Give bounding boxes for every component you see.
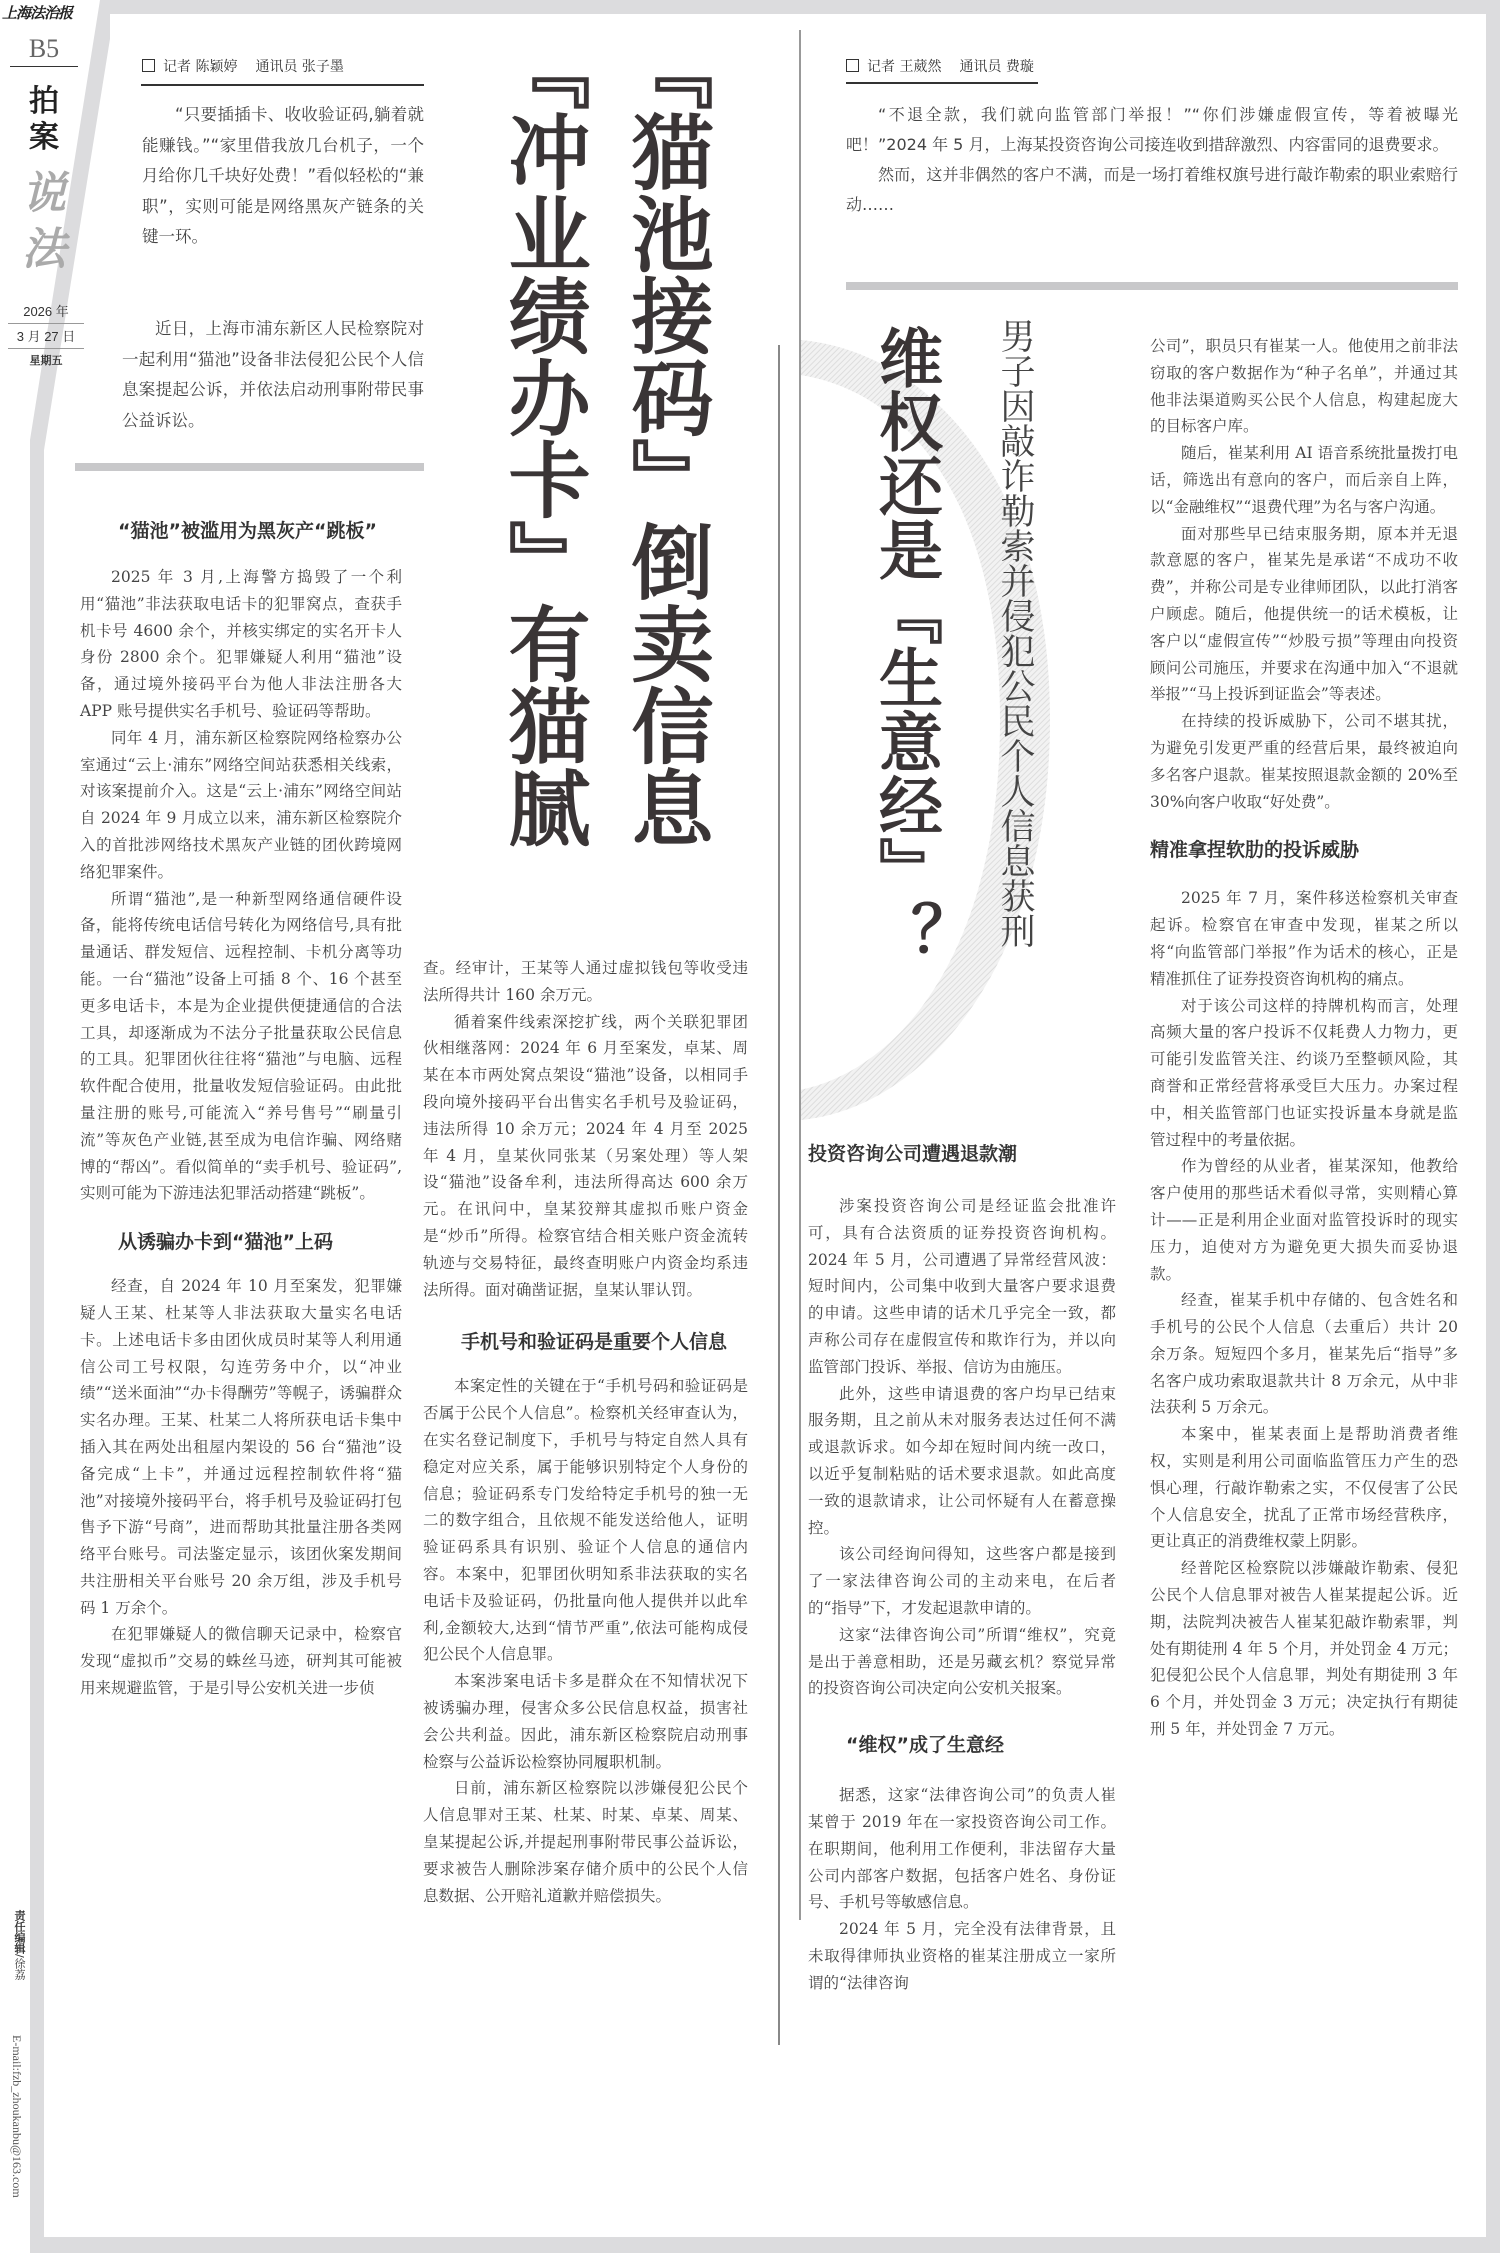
editor-credit <box>2 1910 26 1980</box>
editor-name: /徐荔 <box>13 1954 26 1980</box>
page-frame-right <box>1486 0 1500 2253</box>
headline-right-sub: 男子因敲诈勒索并侵犯公民个人信息获刑 <box>995 318 1035 948</box>
section-body <box>80 1273 402 1702</box>
paragraph: 2025 年 7 月，案件移送检察机关审查起诉。检察官在审查中发现，崔某之所以将“向监管部门举报”作为话术的核心，正是精准抓住了证券投资咨询机构的痛点。 <box>1150 889 1458 988</box>
intro-bar <box>846 282 1458 290</box>
paragraph: 本案中，崔某表面上是帮助消费者维权，实则是利用公司面临监管压力产生的恐惧心理，行敲诈勒索之实，不仅侵害了公民个人信息安全，扰乱了正常市场经营秩序，更让真正的消费维权蒙上阴影。 <box>1150 1425 1458 1551</box>
paragraph: 对于该公司这样的持牌机构而言，处理高频大量的客户投诉不仅耗费人力物力，更可能引发监管关注、约谈乃至整顿风险，其商誉和正常经营将承受巨大压力。办案过程中，相关监管部门也证实投诉量本身就是监管过程中的考量依据。 <box>1150 996 1458 1149</box>
paragraph: 本案定性的关键在于“手机号码和验证码是否属于公民个人信息”。检察机关经审查认为，在实名登记制度下，手机号与特定自然人具有稳定对应关系，属于能够识别特定个人身份的信息；验证码系专门发给特定手机号的独一无二的数字组合，且依规不能发送给他人，证明验证码系具有识别、验证个人信息的通信内容。本案中，犯罪团伙明知系非法获取的实名电话卡及验证码，仍批量向他人提供并以此牟利,金额较大,达到“情节严重”,依法可能构成侵犯公民个人信息罪。 <box>423 1377 748 1664</box>
section-title: 精准拿捏软肋的投诉威胁 <box>1150 839 1360 862</box>
intro-paragraph: 近日，上海市浦东新区人民检察院对一起利用“猫池”设备非法侵犯公民个人信息案提起公诉，并依法启动刑事附带民事公益诉讼。 <box>122 319 424 430</box>
paragraph: 经查，自 2024 年 10 月至案发，犯罪嫌疑人王某、杜某等人非法获取大量实名电话卡。上述电话卡多由团伙成员时某等人利用通信公司工号权限，勾连劳务中介，以“冲业绩”“送米面油”“办卡得酬劳”等幌子，诱骗群众实名办理。王某、杜某二人将所获电话卡集中插入其在两处出租屋内架设的 56 台“猫池”设备完成“上卡”，并通过远程控制软件将“猫池”对接境外接码平台，将手机号及验证码打包售予下游“号商”，进而帮助其批量注册各类网络平台账号。司法鉴定显示，该团伙案发期间共注册相关平台账号 20 余万组，涉及手机号码 1 万余个。 <box>80 1277 402 1617</box>
page-frame-top <box>100 0 1500 14</box>
paragraph: 公司”，职员只有崔某一人。他使用之前非法窃取的客户数据作为“种子名单”，并通过其他非法渠道购买公民个人信息，构建起庞大的目标客户库。 <box>1150 337 1458 436</box>
paragraph: 涉案投资咨询公司是经证监会批准许可，具有合法资质的证券投资咨询机构。2024 年 5 月，公司遭遇了异常经营风波：短时间内，公司集中收到大量客户要求退费的申请。这些申请的话术几乎完全一致，都声称公司存在虚假宣传和欺诈行为，并以向监管部门投诉、举报、信访为由施压。 <box>808 1197 1116 1376</box>
article-divider <box>799 30 801 1920</box>
column-3 <box>808 1133 1116 1997</box>
byline-rule <box>141 84 424 86</box>
intro-right <box>846 100 1458 220</box>
section-title: 手机号和验证码是重要个人信息 <box>461 1331 728 1354</box>
paragraph: 同年 4 月，浦东新区检察院网络检察办公室通过“云上·浦东”网络空间站获悉相关线索，对该案提前介入。这是“云上·浦东”网络空间站自 2024 年 9 月成立以来，浦东新区检察院介入的首批涉网络技术黑灰产业链的团伙跨境网络犯罪案件。 <box>80 728 402 881</box>
reporter-name: 陈颖婷 <box>195 59 238 75</box>
paragraph: 作为曾经的从业者，崔某深知，他教给客户使用的那些话术看似寻常，实则精心算计——正是利用企业面对监管投诉时的现实压力，迫使对方为避免更大损失而妥协退款。 <box>1150 1157 1458 1283</box>
paragraph: 本案涉案电话卡多是群众在不知情状况下被诱骗办理，侵害众多公民信息权益，损害社会公共利益。因此，浦东新区检察院启动刑事检察与公益诉讼检察协同履职机制。 <box>423 1672 748 1771</box>
date-year: 2026 年 <box>8 301 84 324</box>
paragraph: 2024 年 5 月，完全没有法律背景，且未取得律师执业资格的崔某注册成立一家所谓的“法律咨询 <box>808 1920 1116 1992</box>
paragraph: 2025 年 3 月,上海警方捣毁了一个利用“猫池”非法获取电话卡的犯罪窝点，查获手机卡号 4600 余个，并核实绑定的实名开卡人身份 2800 余个。犯罪嫌疑人利用“猫池”设备，通过境外接码平台为他人非法注册各大 APP 账号提供实名手机号、验证码等帮助。 <box>80 568 402 720</box>
correspondent-name: 费璇 <box>1005 59 1034 75</box>
reporter-name: 王葳然 <box>899 59 942 75</box>
byline-box-icon <box>846 59 859 72</box>
section-title: 从诱骗办卡到“猫池”上码 <box>118 1231 333 1254</box>
byline-rule <box>846 82 1038 84</box>
section-body <box>423 1373 748 1909</box>
column-4 <box>1150 333 1458 1743</box>
paragraph: 这家“法律咨询公司”所谓“维权”，究竟是出于善意相助，还是另藏玄机？察觉异常的投资咨询公司决定向公安机关报案。 <box>808 1625 1116 1698</box>
intro-paragraph: “不退全款，我们就向监管部门举报！”“你们涉嫌虚假宣传，等着被曝光吧！”2024 年 5 月，上海某投资咨询公司接连收到措辞激烈、内容雷同的退费要求。 <box>846 105 1458 154</box>
headline-left-line2: 『冲业绩办卡』有猫腻 <box>495 28 591 848</box>
intro-bar <box>75 463 424 471</box>
column-divider <box>778 345 780 2045</box>
paragraph: 所谓“猫池”,是一种新型网络通信硬件设备，能将传统电话信号转化为网络信号,具有批量通话、群发短信、远程控制、卡机分离等功能。一台“猫池”设备上可插 8 个、16 个甚至更多电话卡，本是为企业提供便捷通信的合法工具，却逐渐成为不法分子批量获取公民信息的工具。犯罪团伙往往将“猫池”与电脑、远程软件配合使用，批量收发短信验证码。由此批量注册的账号,可能流入“养号售号”“刷量引流”等灰色产业链,甚至成为电信诈骗、网络赌博的“帮凶”。看似简单的“卖手机号、验证码”,实则可能为下游违法犯罪活动搭建“跳板”。 <box>80 889 402 1203</box>
paragraph: 在持续的投诉威胁下，公司不堪其扰，为避免引发更严重的经营后果，最终被迫向多名客户退款。崔某按照退款金额的 20%至 30%向客户收取“好处费”。 <box>1150 712 1458 811</box>
intro-paragraph: “只要插插卡、收收验证码,躺着就能赚钱。”“家里借我放几台机子，一个月给你几千块好处费！”看似轻松的“兼职”，实则可能是网络黑灰产链条的关键一环。 <box>142 105 424 246</box>
page-frame-bottom <box>30 2237 1500 2253</box>
date-month-day: 3 月 27 日 <box>8 326 84 349</box>
correspondent-label: 通讯员 <box>959 59 1002 75</box>
headline-left-line1: 『猫池接码』倒卖信息 <box>618 28 714 848</box>
page-number: B5 <box>10 34 78 67</box>
byline-box-icon <box>142 59 155 72</box>
weekday: 星期五 <box>29 354 63 367</box>
paragraph: 该公司经询问得知，这些客户都是接到了一家法律咨询公司的主动来电，在后者的“指导”下，才发起退款申请的。 <box>808 1545 1116 1617</box>
byline-right <box>846 56 1034 76</box>
paragraph: 面对那些早已结束服务期，原本并无退款意愿的客户，崔某先是承诺“不成功不收费”，并称公司是专业律师团队，以此打消客户顾虑。随后，他提供统一的话术模板，让客户以“虚假宣传”“炒股亏损”等理由向投资顾问公司施压，并要求在沟通中加入“不退就举报”“马上投诉到证监会”等表述。 <box>1150 524 1458 704</box>
column-1 <box>80 510 402 1702</box>
section-body <box>1150 885 1458 1743</box>
paragraph: 随后，崔某利用 AI 语音系统批量拨打电话，筛选出有意向的客户，而后亲自上阵，以“金融维权”“退费代理”为名与客户沟通。 <box>1150 444 1458 516</box>
section-body <box>80 564 402 1207</box>
intro-left <box>142 100 424 253</box>
column-name-bottom: 说法 <box>22 168 66 275</box>
section-body <box>423 955 748 1303</box>
headline-right-main: 维权还是『生意经』？ <box>868 325 943 965</box>
paper-logo: 上海法治报 <box>2 4 73 22</box>
paragraph: 循着案件线索深挖扩线，两个关联犯罪团伙相继落网：2024 年 6 月至案发，卓某、周某在本市两处窝点架设“猫池”设备，以相同手段向境外接码平台出售实名手机号及验证码，违法所得 10 余万元；2024 年 4 月至 2025 年 4 月，皇某伙同张某（另案处理）等人架设“猫池”设备牟利，违法所得高达 600 余万元。在讯问中，皇某狡辩其虚拟币账户资金是“炒币”所得。检察官结合相关账户资金流转轨迹与交易特征，最终查明账户内资金均系违法所得。面对确凿证据，皇某认罪认罚。 <box>423 1012 748 1299</box>
column-2 <box>423 955 748 1909</box>
section-title: “维权”成了生意经 <box>846 1734 1004 1757</box>
editor-email[interactable]: E-mail:fzb_zhoukanbu@163.com <box>10 2035 24 2198</box>
intro-left-2 <box>122 314 424 436</box>
correspondent-name: 张子墨 <box>301 59 344 75</box>
editor-label: 责任编辑 <box>13 1910 26 1954</box>
section-body <box>1150 333 1458 815</box>
reporter-label: 记者 <box>163 59 191 75</box>
column-name-top: 拍案 <box>29 84 59 155</box>
section-body <box>808 1193 1116 1702</box>
reporter-label: 记者 <box>867 59 895 75</box>
paragraph: 查。经审计，王某等人通过虚拟钱包等收受违法所得共计 160 余万元。 <box>423 959 748 1004</box>
paragraph: 此外，这些申请退费的客户均早已结束服务期，且之前从未对服务表达过任何不满或退款诉求。如今却在短时间内统一改口，以近乎复制粘贴的话术要求退款。如此高度一致的退款请求，让公司怀疑有人在蓄意操控。 <box>808 1384 1116 1537</box>
byline-left <box>142 56 344 76</box>
paragraph: 在犯罪嫌疑人的微信聊天记录中，检察官发现“虚拟币”交易的蛛丝马迹，研判其可能被用来规避监管，于是引导公安机关进一步侦 <box>80 1625 402 1698</box>
intro-paragraph: 然而，这并非偶然的客户不满，而是一场打着维权旗号进行敲诈勒索的职业索赔行动…… <box>846 165 1458 214</box>
paragraph: 日前，浦东新区检察院以涉嫌侵犯公民个人信息罪对王某、杜某、时某、卓某、周某、皇某提起公诉,并提起刑事附带民事公益诉讼，要求被告人删除涉案存储介质中的公民个人信息数据、公开赔礼道歉并赔偿损失。 <box>423 1779 748 1905</box>
section-title: “猫池”被滥用为黑灰产“跳板” <box>118 520 377 542</box>
section-body <box>808 1782 1116 1996</box>
paragraph: 经普陀区检察院以涉嫌敲诈勒索、侵犯公民个人信息罪对被告人崔某提起公诉。近期，法院判决被告人崔某犯敲诈勒索罪，判处有期徒刑 4 年 5 个月，并处罚金 4 万元；犯侵犯公民个人信息罪，判处有期徒刑 3 年 6 个月，并处罚金 3 万元；决定执行有期徒刑 5 年，并处罚金 7 万元。 <box>1150 1559 1458 1739</box>
paragraph: 经查，崔某手机中存储的、包含姓名和手机号的公民个人信息（去重后）共计 20 余万条。短短四个多月，崔某先后“指导”多名客户成功索取退款共计 8 万余元，从中非法获利 5 万余元。 <box>1150 1291 1458 1417</box>
correspondent-label: 通讯员 <box>255 59 298 75</box>
paragraph: 据悉，这家“法律咨询公司”的负责人崔某曾于 2019 年在一家投资咨询公司工作。在职期间，他利用工作便利，非法留存大量公司内部客户数据，包括客户姓名、身份证号、手机号等敏感信息。 <box>808 1786 1116 1912</box>
section-title: 投资咨询公司遭遇退款潮 <box>808 1143 1018 1165</box>
